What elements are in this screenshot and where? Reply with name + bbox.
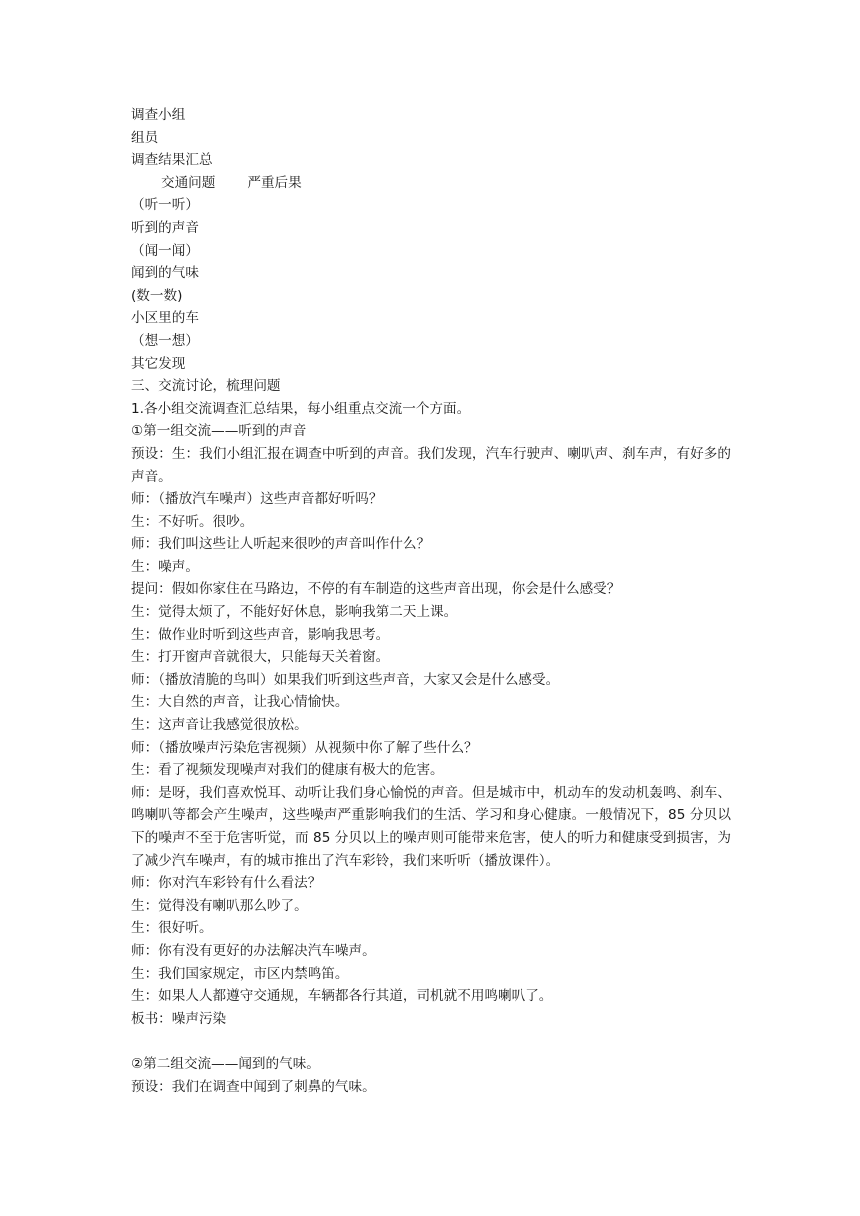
col-serious-consequence: 严重后果 <box>247 174 302 191</box>
dialogue-line: 师：（播放汽车噪声）这些声音都好听吗？ <box>131 491 383 508</box>
dialogue-line: 生：噪声。 <box>131 558 199 575</box>
section-heading: 三、交流讨论，梳理问题 <box>131 378 281 395</box>
dialogue-line: 师：我们叫这些让人听起来很吵的声音叫作什么？ <box>131 536 431 553</box>
board-note: 板书：噪声污染 <box>131 1010 227 1027</box>
heard-sounds: 听到的声音 <box>131 219 199 236</box>
blank-line <box>131 1030 731 1053</box>
dialogue-line: 生：不好听。很吵。 <box>131 513 254 530</box>
item-1: 1.各小组交流调查汇总结果，每小组重点交流一个方面。 <box>131 400 471 417</box>
think-label: （想一想） <box>131 332 199 349</box>
dialogue-line: 生：很好听。 <box>131 920 213 937</box>
smell-label: （闻一闻） <box>131 242 199 259</box>
dialogue-line: 生：打开窗声音就很大，只能每天关着窗。 <box>131 649 390 666</box>
dialogue-line: 师：（播放噪声污染危害视频）从视频中你了解了些什么？ <box>131 739 478 756</box>
dialogue-block-2 <box>131 872 731 1030</box>
dialogue-line: 生：看了视频发现噪声对我们的健康有极大的危害。 <box>131 762 444 779</box>
smelled-odors: 闻到的气味 <box>131 265 199 282</box>
survey-members-label: 组员 <box>131 129 159 146</box>
dialogue-line: 生：这声音让我感觉很放松。 <box>131 717 308 734</box>
survey-group-label: 调查小组 <box>131 107 186 123</box>
group2-title: ②第二组交流——闻到的气味。 <box>131 1055 320 1072</box>
teacher-explanation: 师：是呀，我们喜欢悦耳、动听让我们身心愉悦的声音。但是城市中，机动车的发动机轰鸣、刹车、鸣喇叭等都会产生噪声，这些噪声严重影响我们的生活、学习和身心健康。一般情况下，85 分贝以下的噪声不至于危害听觉，而 85 分贝以上的噪声则可能带来危害，使人的听力和健康受到损害，为了减少汽车噪声，有的城市推出了汽车彩铃，我们来听听（播放课件）。 <box>131 784 731 869</box>
document-page <box>131 104 731 1098</box>
dialogue-line: 师：（播放清脆的鸟叫）如果我们听到这些声音，大家又会是什么感受。 <box>131 671 560 688</box>
col-traffic-problem: 交通问题 <box>161 174 216 191</box>
other-findings: 其它发现 <box>131 355 186 372</box>
dialogue-line: 师：你有没有更好的办法解决汽车噪声。 <box>131 942 376 959</box>
preset-1: 预设：生：我们小组汇报在调查中听到的声音。我们发现，汽车行驶声、喇叭声、刹车声，有好多的声音。 <box>131 445 731 485</box>
dialogue-line: 生：觉得太烦了，不能好好休息，影响我第二天上课。 <box>131 604 458 621</box>
dialogue-line: 生：大自然的声音，让我心情愉快。 <box>131 694 349 711</box>
dialogue-line: 生：觉得没有喇叭那么吵了。 <box>131 897 308 914</box>
preset-2: 预设：我们在调查中闻到了刺鼻的气味。 <box>131 1078 376 1095</box>
group1-title: ①第一组交流——听到的声音 <box>131 423 307 440</box>
survey-table-header <box>131 172 731 195</box>
dialogue-block-1 <box>131 488 731 782</box>
dialogue-line: 生：做作业时听到这些声音，影响我思考。 <box>131 626 390 643</box>
dialogue-line: 师：你对汽车彩铃有什么看法？ <box>131 875 322 892</box>
dialogue-line: 提问：假如你家住在马路边，不停的有车制造的这些声音出现，你会是什么感受？ <box>131 581 621 598</box>
count-label: (数一数) <box>131 287 183 304</box>
dialogue-line: 生：我们国家规定，市区内禁鸣笛。 <box>131 965 349 982</box>
survey-summary-label: 调查结果汇总 <box>131 152 213 169</box>
listen-label: （听一听） <box>131 197 199 214</box>
community-cars: 小区里的车 <box>131 310 199 327</box>
dialogue-line: 生：如果人人都遵守交通规，车辆都各行其道，司机就不用鸣喇叭了。 <box>131 988 553 1005</box>
